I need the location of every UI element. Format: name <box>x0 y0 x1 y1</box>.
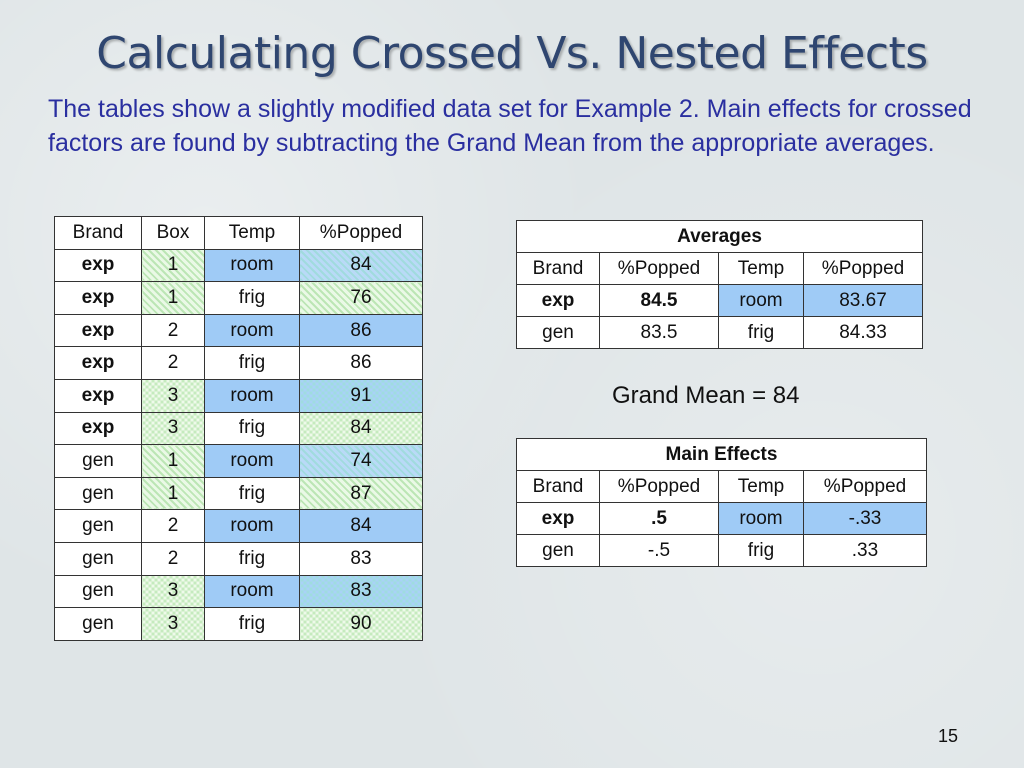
column-header: Brand <box>517 253 600 285</box>
column-header: Brand <box>517 471 600 503</box>
temp-popped-cell: 84.33 <box>804 317 923 349</box>
table-row <box>517 285 923 317</box>
temp-popped-cell: 83.67 <box>804 285 923 317</box>
box-cell: 1 <box>142 249 205 282</box>
popped-cell: 83 <box>300 575 423 608</box>
brand-popped-cell: 83.5 <box>600 317 719 349</box>
brand-cell: exp <box>55 347 142 380</box>
column-header: %Popped <box>804 253 923 285</box>
box-cell: 3 <box>142 608 205 641</box>
column-header: Temp <box>205 217 300 250</box>
brand-cell: exp <box>55 249 142 282</box>
temp-cell: room <box>205 314 300 347</box>
table-row <box>55 282 423 315</box>
column-header: Brand <box>55 217 142 250</box>
popped-cell: 90 <box>300 608 423 641</box>
table-row <box>55 510 423 543</box>
box-cell: 3 <box>142 575 205 608</box>
column-header: Temp <box>719 471 804 503</box>
box-cell: 1 <box>142 282 205 315</box>
column-header: %Popped <box>600 471 719 503</box>
table-row <box>55 379 423 412</box>
box-cell: 2 <box>142 542 205 575</box>
temp-cell: room <box>205 510 300 543</box>
popped-cell: 76 <box>300 282 423 315</box>
column-header: %Popped <box>600 253 719 285</box>
brand-cell: exp <box>55 314 142 347</box>
table-row <box>55 542 423 575</box>
brand-cell: gen <box>55 445 142 478</box>
averages-table <box>516 220 923 349</box>
brand-effect-cell: -.5 <box>600 535 719 567</box>
temp-cell: room <box>719 285 804 317</box>
temp-cell: room <box>205 445 300 478</box>
table-row <box>517 503 927 535</box>
table-row <box>55 477 423 510</box>
popped-cell: 91 <box>300 379 423 412</box>
brand-cell: gen <box>55 608 142 641</box>
temp-cell: frig <box>205 412 300 445</box>
box-cell: 2 <box>142 510 205 543</box>
table-title: Averages <box>517 221 923 253</box>
table-row <box>517 535 927 567</box>
temp-cell: frig <box>205 542 300 575</box>
brand-cell: gen <box>55 510 142 543</box>
column-header: Box <box>142 217 205 250</box>
box-cell: 1 <box>142 445 205 478</box>
table-row <box>55 249 423 282</box>
box-cell: 3 <box>142 379 205 412</box>
page-number: 15 <box>938 726 959 746</box>
slide-title: Calculating Crossed Vs. Nested Effects <box>96 28 928 79</box>
data-table <box>54 216 423 641</box>
main-effects-table <box>516 438 927 567</box>
brand-cell: gen <box>517 317 600 349</box>
brand-popped-cell: 84.5 <box>600 285 719 317</box>
popped-cell: 84 <box>300 510 423 543</box>
temp-cell: room <box>205 379 300 412</box>
brand-cell: exp <box>517 503 600 535</box>
table-row <box>55 575 423 608</box>
temp-cell: room <box>205 249 300 282</box>
brand-cell: gen <box>55 575 142 608</box>
popped-cell: 86 <box>300 347 423 380</box>
grand-mean-label: Grand Mean = 84 <box>612 382 800 409</box>
column-header: %Popped <box>300 217 423 250</box>
temp-cell: frig <box>205 608 300 641</box>
temp-cell: room <box>205 575 300 608</box>
brand-cell: exp <box>55 379 142 412</box>
table-title-row <box>517 221 923 253</box>
temp-cell: frig <box>205 477 300 510</box>
temp-cell: room <box>719 503 804 535</box>
table-row <box>55 608 423 641</box>
temp-effect-cell: -.33 <box>804 503 927 535</box>
temp-cell: frig <box>719 535 804 567</box>
table-row <box>55 445 423 478</box>
box-cell: 3 <box>142 412 205 445</box>
intro-text: The tables show a slightly modified data set for Example 2. Main effects for crossed factors are found by subtracting the Grand Mean from the appropriate averages. <box>48 95 972 157</box>
table-row <box>517 317 923 349</box>
column-header: Temp <box>719 253 804 285</box>
table-header-row <box>517 471 927 503</box>
box-cell: 2 <box>142 314 205 347</box>
column-header: %Popped <box>804 471 927 503</box>
temp-cell: frig <box>205 282 300 315</box>
box-cell: 2 <box>142 347 205 380</box>
table-header-row <box>517 253 923 285</box>
brand-cell: gen <box>55 477 142 510</box>
temp-effect-cell: .33 <box>804 535 927 567</box>
table-row <box>55 412 423 445</box>
brand-cell: gen <box>55 542 142 575</box>
brand-cell: gen <box>517 535 600 567</box>
brand-effect-cell: .5 <box>600 503 719 535</box>
popped-cell: 74 <box>300 445 423 478</box>
popped-cell: 86 <box>300 314 423 347</box>
brand-cell: exp <box>55 282 142 315</box>
box-cell: 1 <box>142 477 205 510</box>
popped-cell: 84 <box>300 249 423 282</box>
popped-cell: 83 <box>300 542 423 575</box>
table-header-row <box>55 217 423 250</box>
temp-cell: frig <box>719 317 804 349</box>
table-row <box>55 347 423 380</box>
table-row <box>55 314 423 347</box>
table-title: Main Effects <box>517 439 927 471</box>
popped-cell: 87 <box>300 477 423 510</box>
table-title-row <box>517 439 927 471</box>
popped-cell: 84 <box>300 412 423 445</box>
temp-cell: frig <box>205 347 300 380</box>
brand-cell: exp <box>517 285 600 317</box>
brand-cell: exp <box>55 412 142 445</box>
